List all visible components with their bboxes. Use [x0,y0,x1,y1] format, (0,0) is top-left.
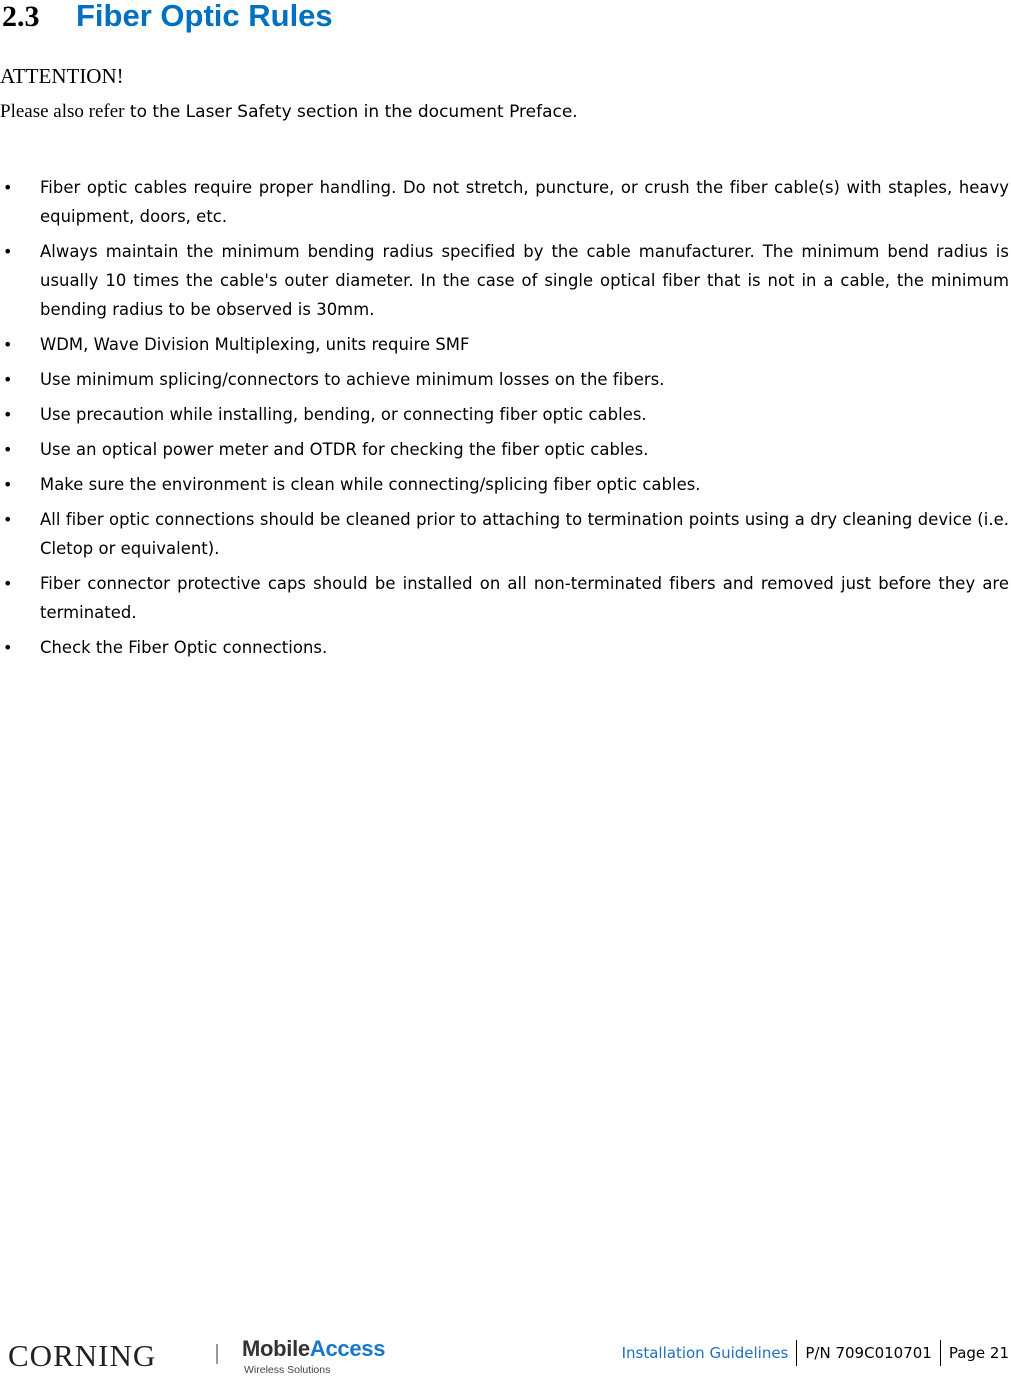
bullet-icon: • [3,574,13,593]
logo-divider [216,1344,218,1364]
list-item-text: Always maintain the minimum bending radius specified by the cable manufacturer. The minimum bend radius is usually 10 times the cable's outer diameter. In the case of single optical fiber that is not in a cable, the minimum bending radius to be observed is 30mm. [40,242,1009,319]
list-item-text: All fiber optic connections should be cleaned prior to attaching to termination points using a dry cleaning device (i.e. Cletop or equivalent). [40,510,1009,558]
section-number: 2.3 [2,0,40,33]
mobileaccess-logo-mobile: Mobile [242,1336,310,1361]
bullet-icon: • [3,405,13,424]
mobileaccess-logo [242,1336,385,1362]
list-item [0,237,1009,324]
footer-part-number: P/N 709C010701 [805,1344,932,1362]
list-item [0,505,1009,563]
attention-label: ATTENTION! [0,64,124,88]
bullet-icon: • [3,475,13,494]
list-item-text: Make sure the environment is clean while connecting/splicing fiber optic cables. [40,475,701,494]
list-item-text: Check the Fiber Optic connections. [40,638,328,657]
list-item [0,400,1009,429]
refer-note-lead: Please also refer [0,101,125,122]
list-item [0,633,1009,662]
list-item [0,470,1009,499]
bullet-icon: • [3,242,13,261]
refer-note-rest: to the Laser Safety section in the document Preface. [124,102,578,122]
section-heading [2,0,333,38]
logo-tagline: Wireless Solutions [244,1364,331,1376]
list-item [0,365,1009,394]
bullet-icon: • [3,335,13,354]
section-title: Fiber Optic Rules [76,0,333,33]
mobileaccess-logo-access: Access [309,1336,386,1361]
list-item [0,173,1009,231]
list-item-text: Use precaution while installing, bending, or connecting fiber optic cables. [40,405,647,424]
list-item-text: Use minimum splicing/connectors to achieve minimum losses on the fibers. [40,370,665,389]
list-item [0,330,1009,359]
bullet-icon: • [3,440,13,459]
list-item-text: Fiber connector protective caps should be installed on all non-terminated fibers and removed just before they are terminated. [40,574,1009,622]
list-item-text: WDM, Wave Division Multiplexing, units require SMF [40,335,470,354]
bullet-icon: • [3,178,13,197]
footer-page-number: Page 21 [948,1344,1009,1362]
footer-info [614,1340,1009,1366]
refer-note [0,101,578,123]
list-item [0,569,1009,627]
bullet-icon: • [3,370,13,389]
list-item [0,435,1009,464]
list-item-text: Fiber optic cables require proper handling. Do not stretch, puncture, or crush the fiber cable(s) with staples, heavy equipment, doors, etc. [40,178,1009,226]
corning-logo: CORNING [8,1338,157,1373]
bullet-icon: • [3,510,13,529]
fiber-rules-list [0,173,1009,668]
bullet-icon: • [3,638,13,657]
list-item-text: Use an optical power meter and OTDR for checking the fiber optic cables. [40,440,649,459]
page-footer [0,1330,1011,1377]
footer-guide-title: Installation Guidelines [621,1344,789,1362]
